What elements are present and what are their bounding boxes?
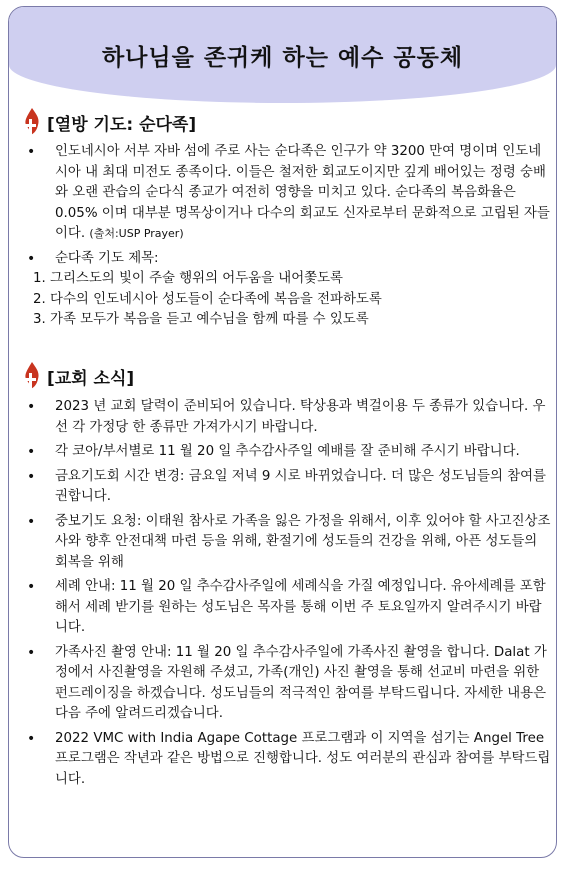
news-item: • 세례 안내: 11 월 20 일 추수감사주일에 세례식을 가질 예정입니다. 유아세례를 포함해서 세례 받기를 원하는 성도님은 목자를 통해 이번 주 토요일까지 알려주시기 바랍니다. (23, 577, 551, 639)
news-item: • 중보기도 요청: 이태원 참사로 가족을 잃은 가정을 위해서, 이후 있어야 할 사고진상조사와 향후 안전대책 마련 등을 위해, 환절기에 성도들의 건강을 위해, 아픈 성도들의 회복을 위해 (23, 512, 551, 574)
prayer-source: (출처:USP Prayer) (89, 227, 184, 240)
prayer-topic: 3. 가족 모두가 복음을 듣고 예수님을 함께 따를 수 있도록 (33, 312, 369, 327)
news-item: • 가족사진 촬영 안내: 11 월 20 일 추수감사주일에 가족사진 촬영을 합니다. Dalat 가정에서 사진촬영을 자원해 주셨고, 가족(개인) 사진 촬영을 통해 선교비 마련을 위한 펀드레이징을 하겠습니다. 성도님들의 적극적인 참여를 부탁드립니다. 자세한 내용은 다음 주에 알려드리겠습니다. (23, 643, 551, 725)
prayer-info-item (23, 142, 551, 245)
prayer-topic: 1. 그리스도의 빛이 주술 행위의 어두움을 내어쫓도록 (33, 271, 343, 286)
news-item: • 금요기도회 시간 변경: 금요일 저녁 9 시로 바뀌었습니다. 더 많은 성도님들의 참여를 권합니다. (23, 467, 551, 508)
news-section-heading (21, 361, 134, 391)
prayer-topics-item (23, 249, 551, 331)
prayer-topic: 2. 다수의 인도네시아 성도들이 순다족에 복음을 전파하도록 (33, 291, 382, 307)
prayer-section-heading (21, 107, 196, 137)
news-item: • 각 코아/부서별로 11 월 20 일 추수감사주일 예배를 잘 준비해 주시기 바랍니다. (23, 442, 551, 463)
page-title: 하나님을 존귀케 하는 예수 공동체 (101, 45, 464, 71)
news-item: • 2022 VMC with India Agape Cottage 프로그램과 이 지역을 섬기는 Angel Tree 프로그램은 작년과 같은 방법으로 진행합니다. 성도 여러분의 관심과 참여를 부탁드립니다. (23, 729, 551, 791)
flame-cross-icon (21, 107, 43, 137)
prayer-heading-text: [열방 기도: 순다족] (47, 114, 197, 135)
news-list (23, 397, 551, 790)
prayer-topics-list (33, 269, 551, 331)
title-banner (9, 7, 556, 103)
news-item: • 2023 년 교회 달력이 준비되어 있습니다. 탁상용과 벽걸이용 두 종류가 있습니다. 우선 각 가정당 한 종류만 가져가시기 바랍니다. (23, 397, 551, 438)
prayer-list (23, 142, 551, 331)
prayer-info-text: 인도네시아 서부 자바 섬에 주로 사는 순다족은 인구가 약 3200 만여 명이며 인도네시아 내 최대 미전도 종족이다. 이들은 철저한 회교도이지만 깊게 배어있는 정령 숭배와 오랜 관습의 순다식 종교가 여전히 영향을 미치고 있다. 순다족의 복음화율은 0.05% 이며 대부분 명목상이거나 다수의 회교도 신자로부터 문화적으로 고립된 자들이다. (55, 144, 550, 241)
news-heading-text: [교회 소식] (47, 368, 135, 389)
flame-cross-icon (21, 361, 43, 391)
bulletin-panel (8, 6, 557, 858)
prayer-topics-label: 순다족 기도 제목: (55, 250, 159, 266)
